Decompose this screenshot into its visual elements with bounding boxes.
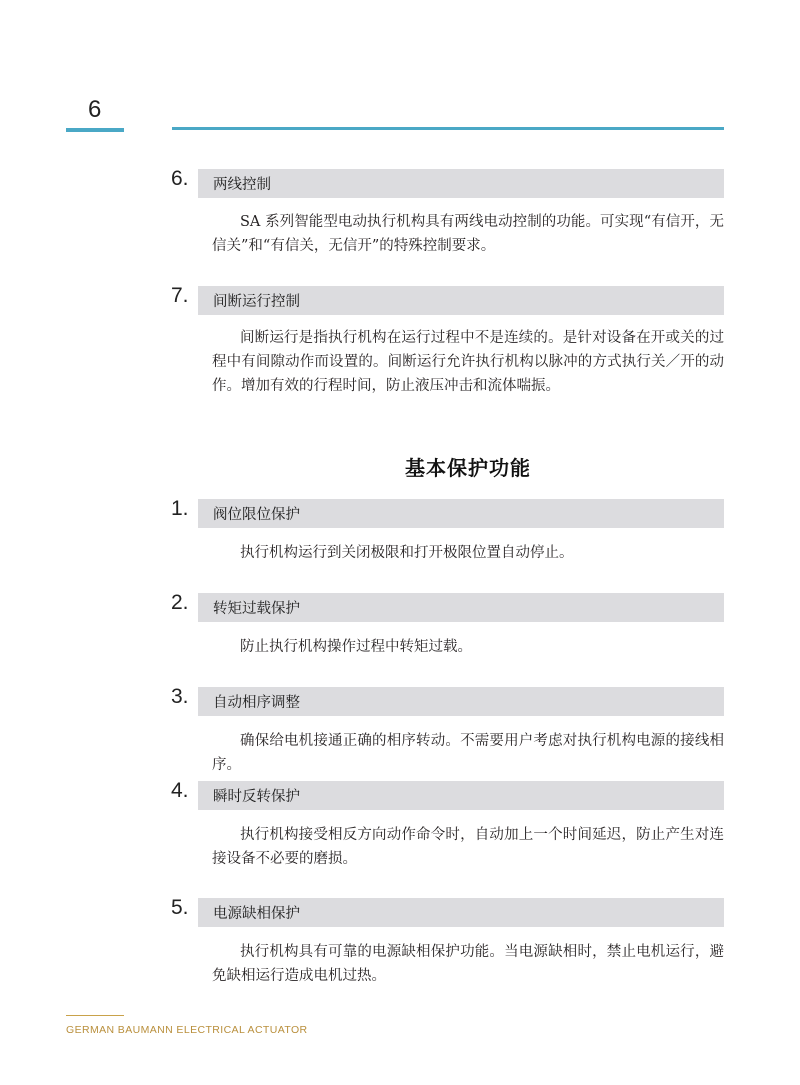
section-two-wire-control (0, 167, 800, 254)
section-number: 1. (171, 497, 189, 520)
section-number: 6. (171, 167, 189, 190)
section-body: SA 系列智能型电动执行机构具有两线电动控制的功能。可实现“有信开，无信关”和“有信关，无信开”的特殊控制要求。 (212, 214, 724, 254)
section-number: 2. (171, 591, 189, 614)
section-title: 两线控制 (213, 177, 271, 193)
section-title: 间断运行控制 (213, 294, 300, 310)
section-body: 执行机构具有可靠的电源缺相保护功能。当电源缺相时，禁止电机运行，避免缺相运行造成电机过热。 (212, 944, 724, 984)
page-number: 6 (88, 96, 102, 123)
header-rule-long (172, 127, 724, 130)
section-phase-loss-protection (0, 896, 800, 984)
footer-company-name: GERMAN BAUMANN ELECTRICAL ACTUATOR (66, 1024, 308, 1036)
header-rule-short (66, 128, 124, 132)
section-torque-overload-protection (0, 591, 800, 655)
section-title: 转矩过载保护 (213, 601, 300, 617)
section-number: 3. (171, 685, 189, 708)
section-title: 阀位限位保护 (213, 507, 300, 523)
section-number: 4. (171, 779, 189, 802)
section-body: 防止执行机构操作过程中转矩过载。 (240, 639, 472, 655)
section-valve-limit-protection (0, 497, 800, 561)
section-title: 自动相序调整 (213, 695, 300, 711)
section-body: 间断运行是指执行机构在运行过程中不是连续的。是针对设备在开或关的过程中有间隙动作而设置的。间断运行允许执行机构以脉冲的方式执行关／开的动作。增加有效的行程时间，防止液压冲击和流体喘振。 (212, 330, 724, 394)
section-body: 确保给电机接通正确的相序转动。不需要用户考虑对执行机构电源的接线相序。 (212, 733, 724, 773)
section-intermittent-control (0, 284, 800, 394)
section-auto-phase-sequence (0, 685, 800, 773)
section-title: 瞬时反转保护 (213, 789, 300, 805)
section-instant-reverse-protection (0, 779, 800, 867)
section-body: 执行机构接受相反方向动作命令时，自动加上一个时间延迟，防止产生对连接设备不必要的磨损。 (212, 827, 724, 867)
section-body: 执行机构运行到关闭极限和打开极限位置自动停止。 (240, 545, 574, 561)
section-number: 7. (171, 284, 189, 307)
footer-rule (66, 1015, 124, 1016)
basic-protection-heading: 基本保护功能 (405, 456, 531, 480)
section-number: 5. (171, 896, 189, 919)
section-title: 电源缺相保护 (213, 906, 300, 922)
section-title-bar (198, 169, 724, 198)
